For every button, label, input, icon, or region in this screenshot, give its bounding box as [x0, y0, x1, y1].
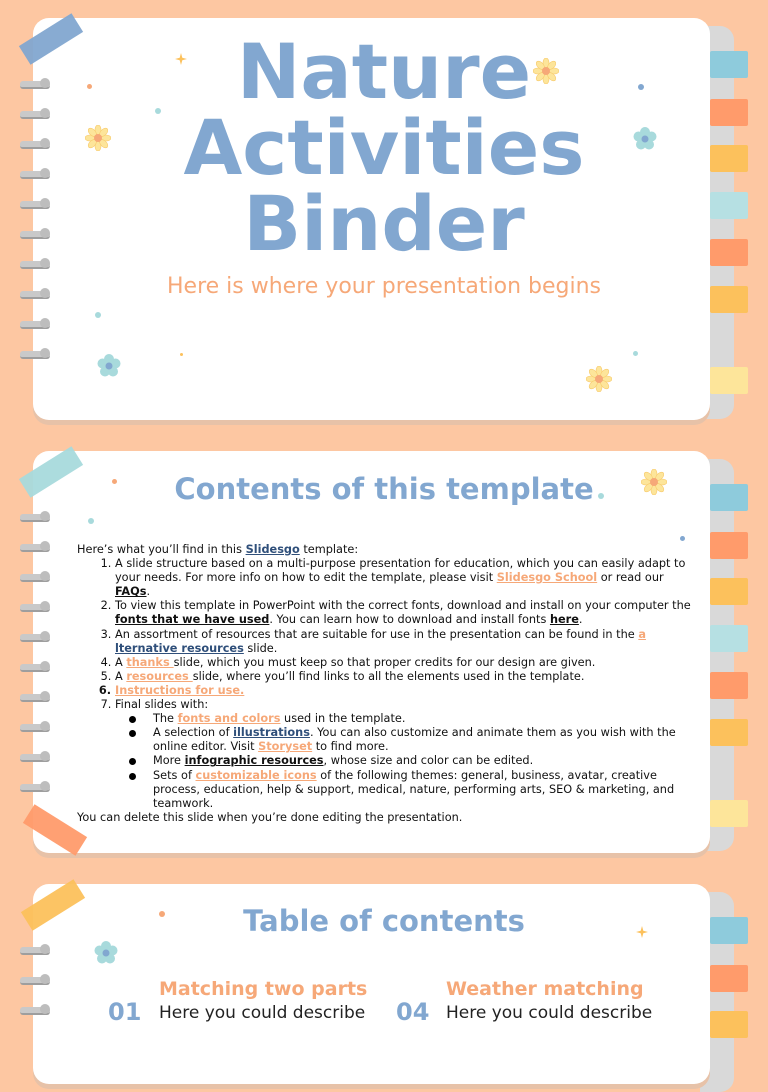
resources-link[interactable]: resources: [126, 669, 193, 683]
text: used in the template.: [280, 712, 406, 726]
slide1-title-line3: Binder: [243, 179, 525, 268]
binder-ring: [20, 1007, 50, 1015]
text: To view this template in PowerPoint with the correct fonts, download and install on your computer the: [115, 599, 691, 613]
binder-ring: [20, 754, 50, 762]
toc-item-number: 01: [108, 998, 142, 1026]
toc-item-heading: Matching two parts: [159, 978, 368, 1000]
text: slide.: [243, 641, 278, 655]
text: .: [578, 613, 583, 627]
slide2-contents-text: [77, 543, 697, 825]
text: of the following themes: general, business, avatar, creative process, education, help & support, medical, nature, performing arts, SEO & marketing, and teamwork.: [153, 768, 675, 810]
toc-item-description: Here you could describe: [446, 1003, 653, 1023]
blue-flower-icon: [96, 353, 122, 379]
slide2-tab-teal: [710, 625, 748, 652]
text: A: [115, 669, 127, 683]
text: . You can also customize and animate them as you wish with the online editor. Visit: [153, 726, 676, 754]
slidesgo-school-link[interactable]: Slidesgo School: [496, 571, 598, 585]
contents-list: [77, 557, 697, 811]
contents-intro: [77, 543, 697, 557]
binder-ring: [20, 544, 50, 552]
slide2-title: Contents of this template: [174, 472, 594, 506]
list-item: [115, 684, 697, 698]
instructions-link[interactable]: Instructions for use.: [115, 683, 245, 697]
sub-list: [115, 712, 697, 811]
customizable-icons-link[interactable]: customizable icons: [195, 768, 317, 782]
decor-dot: [180, 353, 183, 356]
text: A: [115, 655, 127, 669]
text: , whose size and color can be edited.: [323, 754, 534, 768]
alternative-resources-link-a[interactable]: a: [638, 627, 646, 641]
slidesgo-link[interactable]: Slidesgo: [245, 543, 300, 556]
binder-ring: [20, 351, 50, 359]
list-item: [115, 698, 697, 811]
fonts-colors-link[interactable]: fonts and colors: [177, 712, 281, 726]
slide3-title: Table of contents: [243, 904, 525, 938]
text: A slide structure based on a multi-purpose presentation for education, which you can easily adapt to your needs. For more info on how to edit the template, please visit: [115, 557, 686, 585]
binder-ring: [20, 574, 50, 582]
sub-list-item: [153, 712, 697, 726]
slide2-tab-orange-2: [710, 672, 748, 699]
slide2-tab-yellow-2: [710, 719, 748, 746]
binder-ring: [20, 261, 50, 269]
text: . You can learn how to download and install fonts: [269, 613, 550, 627]
daisy-flower-icon: [586, 366, 612, 392]
text: .: [146, 585, 151, 599]
illustrations-link[interactable]: illustrations: [233, 726, 310, 740]
toc-item-number: 04: [396, 998, 430, 1026]
slide2-tab-orange: [710, 532, 748, 559]
slide1-title-line1: Nature: [236, 27, 532, 116]
slide1-subtitle: Here is where your presentation begins: [167, 274, 601, 299]
text: Sets of: [153, 768, 196, 782]
thanks-link[interactable]: thanks: [126, 655, 174, 669]
text: More: [153, 754, 185, 768]
slide3-tab-orange: [710, 965, 748, 992]
list-item: [115, 557, 697, 599]
list-item: [115, 656, 697, 670]
slide1-tab-cream: [710, 367, 748, 394]
list-item: [115, 670, 697, 684]
slide1-title-line2: Activities: [183, 103, 585, 192]
sub-list-item: [153, 726, 697, 754]
toc-item-heading: Weather matching: [446, 978, 644, 1000]
binder-ring: [20, 694, 50, 702]
decor-dot: [88, 518, 94, 524]
sub-list-item: [153, 754, 697, 768]
decor-dot: [95, 312, 101, 318]
binder-ring: [20, 664, 50, 672]
text: or read our: [597, 571, 664, 585]
binder-ring: [20, 321, 50, 329]
sub-list-item: [153, 769, 697, 811]
text: Final slides with:: [115, 698, 209, 712]
binder-ring: [20, 604, 50, 612]
decor-dot: [680, 536, 685, 541]
fonts-used-link[interactable]: fonts that we have used: [115, 613, 270, 627]
slide2-tab-cream: [710, 800, 748, 827]
binder-ring: [20, 947, 50, 955]
blue-flower-icon: [93, 940, 119, 966]
faqs-link[interactable]: FAQs: [115, 585, 147, 599]
text: An assortment of resources that are suitable for use in the presentation can be found in the: [115, 627, 639, 641]
storyset-link[interactable]: Storyset: [258, 740, 313, 754]
contents-outro: You can delete this slide when you’re done editing the presentation.: [77, 810, 463, 824]
text: to find more.: [312, 740, 389, 754]
text: slide, which you must keep so that proper credits for our design are given.: [173, 655, 596, 669]
binder-ring: [20, 724, 50, 732]
binder-ring: [20, 784, 50, 792]
decor-dot: [633, 351, 638, 356]
list-item: [115, 599, 697, 627]
infographic-resources-link[interactable]: infographic resources: [184, 754, 324, 768]
binder-ring: [20, 634, 50, 642]
text: Here’s what you’ll find in this: [77, 543, 246, 556]
text: The: [153, 712, 178, 726]
text: template:: [299, 543, 359, 556]
slide3-tab-yellow: [710, 1011, 748, 1038]
alternative-resources-link[interactable]: lternative resources: [115, 641, 244, 655]
binder-ring: [20, 977, 50, 985]
toc-item-description: Here you could describe: [159, 1003, 366, 1023]
binder-ring: [20, 514, 50, 522]
text: slide, where you’ll find links to all the elements used in the template.: [192, 669, 585, 683]
here-link[interactable]: here: [549, 613, 579, 627]
list-item: [115, 628, 697, 656]
text: A selection of: [153, 726, 234, 740]
slide2-tab-yellow: [710, 578, 748, 605]
